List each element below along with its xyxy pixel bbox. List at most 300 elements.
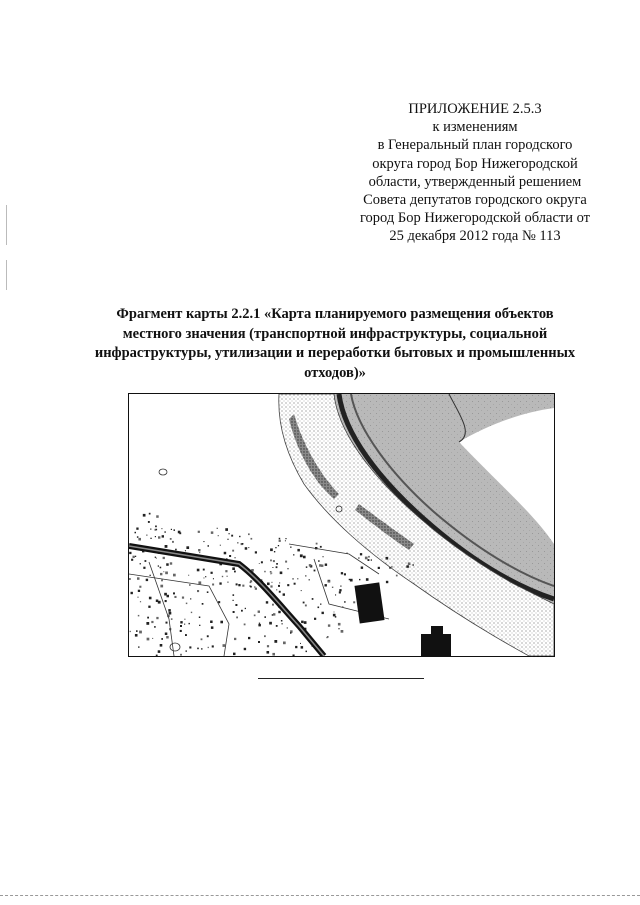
building-dot bbox=[140, 601, 141, 602]
building-dot bbox=[244, 648, 246, 650]
building-dot bbox=[264, 635, 266, 637]
building-dot bbox=[232, 550, 234, 552]
building-dot bbox=[160, 585, 163, 588]
building-dot bbox=[197, 590, 199, 592]
building-dot bbox=[224, 552, 227, 555]
planned-object-block bbox=[354, 582, 384, 623]
building-dot bbox=[173, 574, 176, 577]
building-dot bbox=[251, 538, 253, 540]
building-dot bbox=[158, 650, 161, 653]
building-dot bbox=[287, 584, 289, 586]
building-dot bbox=[180, 654, 182, 656]
building-dot bbox=[236, 583, 238, 585]
building-dot bbox=[238, 584, 240, 586]
building-dot bbox=[190, 598, 191, 599]
building-dot bbox=[219, 582, 221, 584]
building-dot bbox=[236, 617, 238, 619]
building-dot bbox=[156, 655, 158, 656]
building-dot bbox=[143, 567, 145, 569]
building-dot bbox=[255, 588, 257, 590]
building-dot bbox=[152, 638, 153, 639]
scan-edge-mark bbox=[6, 260, 7, 290]
building-dot bbox=[186, 650, 187, 651]
building-dot bbox=[326, 637, 327, 638]
building-dot bbox=[350, 579, 353, 582]
title-line: инфраструктуры, утилизации и переработки бытовых и промышленных bbox=[94, 345, 576, 361]
building-dot bbox=[316, 543, 318, 545]
building-dot bbox=[156, 529, 157, 530]
building-dot bbox=[135, 532, 137, 534]
building-dot bbox=[254, 586, 255, 587]
building-dot bbox=[165, 572, 168, 575]
building-dot bbox=[294, 583, 296, 585]
appendix-number: ПРИЛОЖЕНИЕ 2.5.3 bbox=[408, 101, 542, 117]
map-fragment-title bbox=[85, 305, 585, 383]
building-dot bbox=[314, 618, 316, 620]
planned-object-block bbox=[421, 634, 451, 656]
building-dot bbox=[137, 536, 139, 538]
building-dot bbox=[166, 636, 169, 639]
building-dot bbox=[133, 556, 135, 558]
building-dot bbox=[147, 638, 150, 641]
building-dot bbox=[274, 640, 277, 643]
appendix-line: области, утвержденный решением bbox=[368, 173, 582, 190]
building-dot bbox=[371, 559, 372, 560]
building-dot bbox=[218, 601, 220, 603]
building-dot bbox=[295, 646, 297, 648]
building-dot bbox=[314, 570, 316, 572]
building-dot bbox=[344, 573, 346, 575]
building-dot bbox=[138, 646, 139, 647]
building-dot bbox=[258, 611, 260, 613]
building-dot bbox=[155, 536, 156, 537]
building-dot bbox=[341, 630, 344, 633]
title-line: местного значения (транспортной инфраструктуры, социальной bbox=[122, 325, 548, 342]
building-dot bbox=[322, 556, 323, 557]
building-dot bbox=[306, 651, 308, 653]
building-dot bbox=[318, 560, 320, 562]
building-dot bbox=[235, 557, 236, 558]
building-dot bbox=[170, 562, 172, 564]
building-dot bbox=[264, 616, 266, 618]
building-dot bbox=[273, 560, 275, 562]
building-dot bbox=[309, 564, 312, 567]
building-dot bbox=[162, 535, 164, 537]
building-dot bbox=[249, 585, 250, 586]
building-dot bbox=[366, 578, 369, 581]
building-dot bbox=[293, 554, 294, 555]
building-dot bbox=[273, 613, 275, 615]
building-dot bbox=[305, 605, 307, 607]
building-dot bbox=[274, 551, 275, 552]
appendix-line: округа город Бор Нижегородской bbox=[372, 155, 578, 172]
building-dot bbox=[203, 541, 204, 542]
building-dot bbox=[270, 585, 272, 587]
building-dot bbox=[282, 623, 283, 624]
building-dot bbox=[189, 623, 190, 624]
building-dot bbox=[199, 552, 200, 553]
building-dot bbox=[234, 638, 236, 640]
building-dot bbox=[353, 601, 355, 603]
building-dot bbox=[248, 547, 249, 548]
building-dot bbox=[155, 526, 157, 528]
building-dot bbox=[199, 617, 201, 619]
building-dot bbox=[267, 583, 270, 586]
building-dot bbox=[227, 539, 228, 540]
building-dot bbox=[137, 597, 138, 598]
building-dot bbox=[320, 546, 322, 548]
building-dot bbox=[258, 641, 260, 643]
appendix-header bbox=[330, 100, 620, 246]
building-dot bbox=[325, 564, 327, 566]
small-pond bbox=[159, 469, 167, 475]
building-dot bbox=[261, 561, 263, 563]
building-dot bbox=[303, 602, 305, 604]
building-dot bbox=[149, 597, 152, 600]
building-dot bbox=[170, 538, 172, 540]
building-dot bbox=[172, 541, 174, 543]
building-dot bbox=[205, 576, 206, 577]
building-dot bbox=[148, 521, 150, 523]
building-dot bbox=[207, 591, 209, 593]
building-dot bbox=[361, 567, 363, 569]
building-dot bbox=[285, 540, 286, 541]
building-dot bbox=[272, 567, 273, 568]
building-dot bbox=[220, 621, 223, 624]
building-dot bbox=[148, 606, 150, 608]
building-dot bbox=[304, 621, 307, 624]
building-dot bbox=[160, 573, 162, 575]
building-dot bbox=[254, 615, 256, 617]
building-dot bbox=[279, 540, 281, 542]
building-dot bbox=[201, 638, 203, 640]
building-dot bbox=[233, 600, 234, 601]
building-dot bbox=[270, 560, 272, 562]
building-dot bbox=[386, 581, 388, 583]
building-dot bbox=[264, 571, 266, 573]
building-dot bbox=[359, 579, 360, 580]
building-dot bbox=[235, 604, 237, 606]
building-dot bbox=[285, 561, 287, 563]
building-dot bbox=[220, 545, 221, 546]
building-dot bbox=[146, 535, 147, 536]
building-dot bbox=[278, 545, 279, 546]
building-dot bbox=[174, 596, 176, 598]
building-dot bbox=[223, 644, 226, 647]
planned-object-block bbox=[431, 626, 443, 636]
building-dot bbox=[211, 531, 214, 534]
building-dot bbox=[169, 612, 172, 615]
building-dot bbox=[231, 535, 233, 537]
building-dot bbox=[242, 543, 244, 545]
building-dot bbox=[276, 566, 278, 568]
building-dot bbox=[140, 563, 141, 564]
building-dot bbox=[339, 591, 341, 593]
building-dot bbox=[335, 594, 336, 595]
building-dot bbox=[396, 575, 398, 577]
building-dot bbox=[164, 593, 167, 596]
building-dot bbox=[203, 577, 204, 578]
building-dot bbox=[155, 557, 156, 558]
building-dot bbox=[276, 589, 277, 590]
appendix-line: город Бор Нижегородской области от bbox=[359, 210, 591, 227]
building-dot bbox=[164, 531, 166, 533]
building-dot bbox=[285, 538, 286, 539]
building-dot bbox=[160, 644, 163, 647]
building-dot bbox=[309, 579, 310, 580]
local-road bbox=[149, 562, 174, 656]
building-dot bbox=[259, 623, 260, 624]
building-dot bbox=[189, 646, 191, 648]
building-dot bbox=[237, 542, 238, 543]
building-dot bbox=[191, 612, 192, 613]
building-dot bbox=[322, 612, 324, 614]
horizontal-rule bbox=[258, 678, 424, 679]
building-dot bbox=[244, 624, 246, 626]
building-dot bbox=[241, 610, 243, 612]
building-dot bbox=[150, 529, 151, 530]
building-dot bbox=[197, 569, 200, 572]
building-dot bbox=[275, 547, 276, 548]
building-dot bbox=[186, 603, 188, 605]
building-dot bbox=[227, 582, 228, 583]
building-dot bbox=[180, 621, 182, 623]
building-dot bbox=[297, 549, 300, 552]
building-dot bbox=[281, 620, 283, 622]
building-dot bbox=[198, 549, 200, 551]
building-dot bbox=[165, 600, 167, 602]
building-dot bbox=[212, 584, 214, 586]
building-dot bbox=[245, 608, 246, 609]
building-dot bbox=[213, 578, 214, 579]
appendix-line: к изменениям bbox=[432, 119, 518, 136]
building-dot bbox=[211, 572, 213, 574]
building-dot bbox=[378, 567, 380, 569]
building-dot bbox=[270, 548, 273, 551]
building-dot bbox=[389, 567, 391, 569]
appendix-line: Совета депутатов городского округа bbox=[363, 192, 587, 209]
building-dot bbox=[276, 563, 278, 565]
building-dot bbox=[150, 575, 151, 576]
building-dot bbox=[233, 594, 235, 596]
appendix-date: 25 декабря 2012 года № 113 bbox=[389, 228, 561, 245]
building-dot bbox=[185, 550, 186, 551]
building-dot bbox=[202, 603, 204, 605]
building-dot bbox=[225, 528, 228, 531]
building-dot bbox=[218, 535, 219, 536]
building-dot bbox=[306, 566, 308, 568]
building-dot bbox=[138, 615, 140, 617]
building-dot bbox=[278, 585, 280, 587]
building-dot bbox=[207, 635, 209, 637]
building-dot bbox=[161, 528, 162, 529]
building-dot bbox=[166, 563, 169, 566]
building-dot bbox=[184, 619, 185, 620]
page-bottom-edge bbox=[0, 895, 640, 896]
building-dot bbox=[305, 575, 306, 576]
building-dot bbox=[135, 556, 136, 557]
building-dot bbox=[138, 538, 141, 541]
building-dot bbox=[328, 624, 330, 626]
building-dot bbox=[287, 568, 288, 569]
building-dot bbox=[160, 567, 162, 569]
building-dot bbox=[131, 592, 133, 594]
building-dot bbox=[180, 630, 182, 632]
building-dot bbox=[271, 573, 272, 574]
building-dot bbox=[150, 538, 151, 539]
building-dot bbox=[158, 565, 159, 566]
building-dot bbox=[138, 590, 140, 592]
building-dot bbox=[338, 628, 339, 629]
building-dot bbox=[270, 571, 272, 573]
building-dot bbox=[211, 626, 214, 629]
small-pond bbox=[170, 643, 180, 651]
building-dot bbox=[149, 513, 151, 515]
building-dot bbox=[283, 593, 285, 595]
building-dot bbox=[300, 554, 303, 557]
building-dot bbox=[154, 626, 156, 628]
building-dot bbox=[178, 531, 181, 534]
building-dot bbox=[146, 622, 149, 625]
scan-edge-mark bbox=[6, 205, 7, 245]
building-dot bbox=[139, 631, 142, 634]
building-dot bbox=[339, 589, 341, 591]
building-dot bbox=[341, 572, 343, 574]
building-dot bbox=[279, 582, 280, 583]
building-dot bbox=[279, 591, 281, 593]
building-dot bbox=[408, 562, 411, 565]
building-dot bbox=[272, 604, 274, 606]
building-dot bbox=[368, 556, 370, 558]
building-dot bbox=[334, 612, 335, 613]
building-dot bbox=[272, 614, 274, 616]
building-dot bbox=[129, 578, 131, 580]
building-dot bbox=[325, 584, 327, 586]
building-dot bbox=[413, 564, 414, 565]
building-dot bbox=[290, 546, 292, 548]
building-dot bbox=[279, 538, 281, 540]
building-dot bbox=[234, 571, 236, 573]
building-dot bbox=[151, 621, 153, 623]
building-dot bbox=[165, 545, 168, 548]
building-dot bbox=[171, 618, 173, 620]
building-dot bbox=[312, 598, 314, 600]
building-dot bbox=[184, 624, 185, 625]
building-dot bbox=[135, 634, 138, 637]
building-dot bbox=[143, 514, 146, 517]
building-dot bbox=[131, 559, 133, 561]
building-dot bbox=[136, 630, 138, 632]
building-dot bbox=[269, 622, 272, 625]
appendix-line: в Генеральный план городского bbox=[377, 137, 573, 154]
building-dot bbox=[293, 655, 295, 657]
building-dot bbox=[303, 556, 306, 559]
building-dot bbox=[300, 643, 301, 644]
building-dot bbox=[321, 565, 323, 567]
building-dot bbox=[197, 648, 199, 650]
building-dot bbox=[391, 566, 392, 567]
building-dot bbox=[199, 625, 200, 626]
building-dot bbox=[290, 632, 292, 634]
building-dot bbox=[145, 560, 147, 562]
building-dot bbox=[368, 559, 370, 561]
building-dot bbox=[186, 546, 189, 549]
building-dot bbox=[297, 578, 298, 579]
building-dot bbox=[130, 631, 131, 632]
building-dot bbox=[136, 528, 138, 530]
building-dot bbox=[175, 549, 177, 551]
building-dot bbox=[360, 553, 362, 555]
building-dot bbox=[386, 557, 389, 560]
building-dot bbox=[189, 584, 191, 586]
building-dot bbox=[208, 545, 210, 547]
building-dot bbox=[229, 555, 231, 557]
building-dot bbox=[276, 625, 278, 627]
map-drawing bbox=[129, 394, 554, 656]
building-dot bbox=[168, 609, 171, 612]
title-line: отходов)» bbox=[304, 364, 366, 381]
building-dot bbox=[239, 536, 240, 537]
building-dot bbox=[165, 633, 168, 636]
building-dot bbox=[232, 567, 235, 570]
building-dot bbox=[318, 607, 320, 609]
building-dot bbox=[283, 642, 286, 645]
building-dot bbox=[248, 637, 250, 639]
building-dot bbox=[333, 614, 336, 617]
building-dot bbox=[217, 528, 218, 529]
building-dot bbox=[212, 645, 214, 647]
building-dot bbox=[198, 531, 200, 533]
building-dot bbox=[163, 557, 165, 559]
building-dot bbox=[146, 579, 148, 581]
building-dot bbox=[173, 592, 175, 594]
building-dot bbox=[278, 611, 280, 613]
building-dot bbox=[267, 645, 269, 647]
building-dot bbox=[201, 648, 202, 649]
building-dot bbox=[292, 578, 294, 580]
building-dot bbox=[267, 651, 270, 654]
map-fragment bbox=[128, 393, 555, 657]
building-dot bbox=[156, 600, 159, 603]
building-dot bbox=[174, 529, 176, 531]
building-dot bbox=[332, 587, 333, 588]
building-dot bbox=[338, 623, 341, 626]
building-dot bbox=[198, 581, 201, 584]
building-dot bbox=[139, 586, 141, 588]
building-dot bbox=[180, 625, 182, 627]
building-dot bbox=[358, 557, 360, 559]
building-dot bbox=[272, 653, 275, 656]
building-dot bbox=[280, 572, 283, 575]
building-dot bbox=[147, 617, 149, 619]
building-dot bbox=[137, 577, 140, 580]
building-dot bbox=[156, 515, 159, 518]
building-dot bbox=[203, 569, 205, 571]
building-dot bbox=[167, 595, 170, 598]
building-dot bbox=[233, 653, 236, 656]
building-dot bbox=[344, 601, 346, 603]
building-dot bbox=[301, 646, 304, 649]
building-dot bbox=[161, 638, 163, 640]
building-dot bbox=[301, 590, 302, 591]
building-dot bbox=[166, 622, 168, 624]
building-dot bbox=[158, 536, 160, 538]
building-dot bbox=[301, 621, 304, 624]
building-dot bbox=[129, 552, 131, 554]
building-dot bbox=[270, 573, 271, 574]
building-dot bbox=[328, 581, 330, 583]
building-dot bbox=[406, 565, 409, 568]
